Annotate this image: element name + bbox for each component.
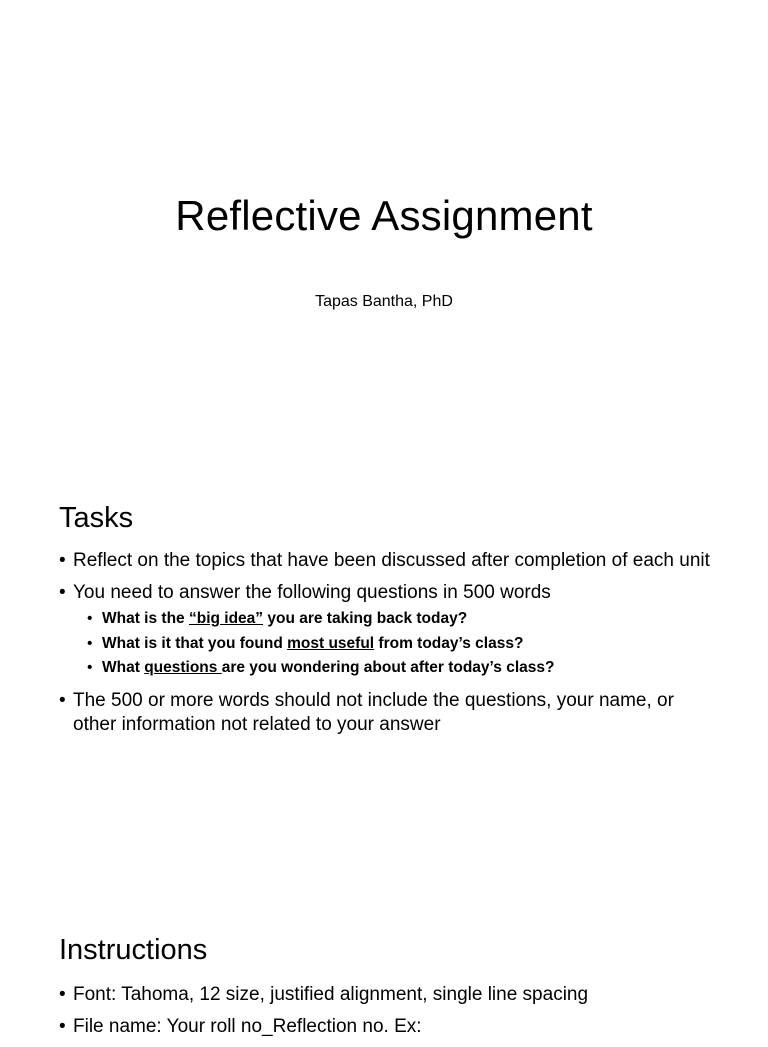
task-bullet-questions xyxy=(59,581,719,681)
task-bullet-word-count-text: The 500 or more words should not include the questions, your name, or other information not related to your answer xyxy=(73,689,674,735)
instruction-bullet-filename xyxy=(59,1015,719,1039)
instructions-heading: Instructions xyxy=(59,934,208,967)
question-big-idea-prefix: What is the xyxy=(102,610,189,627)
instruction-bullet-filename-text: File name: Your roll no_Reflection no. Ex: xyxy=(73,1016,422,1037)
question-most-useful-suffix: from today’s class? xyxy=(374,634,524,652)
question-wondering-emphasis: questions xyxy=(144,659,222,676)
instruction-bullet-font xyxy=(59,983,719,1007)
question-wondering xyxy=(73,656,719,681)
questions-list xyxy=(73,607,719,681)
task-bullet-reflect xyxy=(59,549,719,573)
instructions-list xyxy=(59,983,719,1047)
presentation-title: Reflective Assignment xyxy=(175,192,593,240)
task-bullet-reflect-text: Reflect on the topics that have been discussed after completion of each unit xyxy=(73,550,710,571)
question-most-useful-prefix: What is it that you found xyxy=(102,634,288,652)
tasks-slide xyxy=(0,432,768,864)
author-name: Tapas Bantha, PhD xyxy=(315,293,453,310)
question-most-useful xyxy=(73,632,719,657)
task-bullet-questions-text: You need to answer the following questions in 500 words xyxy=(73,582,551,603)
instruction-bullet-font-text: Font: Tahoma, 12 size, justified alignment, single line spacing xyxy=(73,984,589,1005)
task-bullet-word-count xyxy=(59,689,719,737)
question-big-idea-suffix: you are taking back today? xyxy=(263,610,468,627)
question-big-idea-emphasis: “big idea” xyxy=(188,610,264,627)
question-big-idea xyxy=(73,607,719,632)
question-wondering-prefix: What xyxy=(102,659,145,676)
tasks-list xyxy=(59,549,719,745)
question-most-useful-emphasis: most useful xyxy=(287,634,375,652)
tasks-heading: Tasks xyxy=(59,502,134,535)
title-slide xyxy=(0,0,768,432)
instructions-slide xyxy=(0,864,768,1037)
question-wondering-suffix: are you wondering about after today’s class? xyxy=(221,659,555,676)
